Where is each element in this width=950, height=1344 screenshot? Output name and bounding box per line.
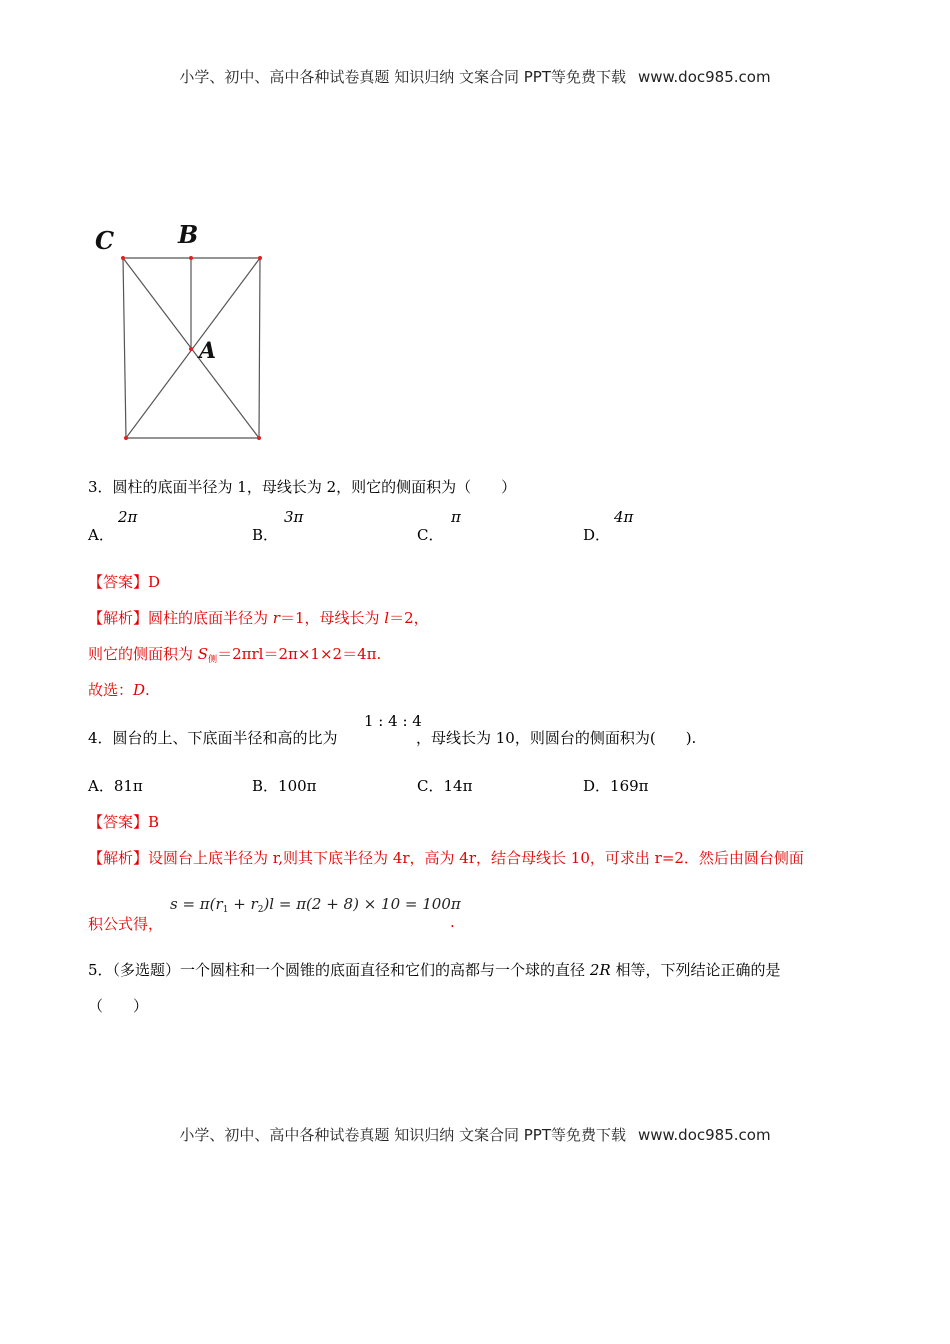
header-text: 小学、初中、高中各种试卷真题 知识归纳 文案合同 PPT等免费下载 <box>179 68 626 86</box>
q4-option-c-letter: C． <box>417 777 444 795</box>
q3-analysis-2-rest: ＝2πrl＝2π×1×2＝4π. <box>217 645 382 663</box>
q3-analysis-mid: ＝1，母线长为 <box>279 609 385 627</box>
q4-analysis-line-2: 积公式得， <box>88 915 164 933</box>
q5-var-2r: 2R <box>589 961 611 979</box>
q4-option-b <box>252 775 317 796</box>
point-a <box>189 347 193 351</box>
q3-sub-lateral: 侧 <box>208 655 218 665</box>
q3-conclusion-end: . <box>145 681 150 699</box>
header-url[interactable]: www.doc985.com <box>637 68 771 86</box>
q4-option-a <box>88 775 143 796</box>
q4-formula-sub-1: 1 <box>222 905 229 915</box>
q4-analysis-line-1: 【解析】设圆台上底半径为 r,则其下底半径为 4r，高为 4r，结合母线长 10，可求出 r=2．然后由圆台侧面 <box>88 849 804 867</box>
q4-answer: 【答案】B <box>88 813 160 831</box>
q4-option-d-letter: D． <box>583 777 611 795</box>
q4-ratio: 1 : 4 : 4 <box>364 712 422 730</box>
point-b <box>189 256 193 260</box>
q3-option-d-value: 4π <box>614 508 634 526</box>
q4-formula-end: . <box>450 913 455 931</box>
point-bottom-left <box>124 436 128 440</box>
footer-url[interactable]: www.doc985.com <box>637 1126 771 1144</box>
label-c: C <box>95 226 115 255</box>
q4-formula <box>170 895 461 915</box>
q4-option-a-letter: A． <box>88 777 114 795</box>
q3-analysis-line-2 <box>88 643 381 665</box>
point-top-right <box>258 256 262 260</box>
q4-formula-part-b: + r <box>228 895 258 913</box>
q3-conclusion-letter: D <box>133 681 146 699</box>
q5-stem-after: 相等，下列结论正确的是 <box>610 961 781 979</box>
footer-text: 小学、初中、高中各种试卷真题 知识归纳 文案合同 PPT等免费下载 <box>179 1126 626 1144</box>
q3-option-c-letter: C． <box>417 526 444 544</box>
q4-stem-before: 4．圆台的上、下底面半径和高的比为 <box>88 729 338 747</box>
point-c <box>121 256 125 260</box>
q3-analysis-end: ＝2， <box>389 609 429 627</box>
q4-option-d <box>583 775 649 796</box>
right-edge <box>259 258 260 438</box>
q3-var-r: r <box>272 609 280 627</box>
q4-option-a-value: 81π <box>113 777 143 795</box>
q3-answer: 【答案】D <box>88 573 161 591</box>
q3-conclusion <box>88 679 150 700</box>
q3-option-b-value: 3π <box>284 508 304 526</box>
q4-formula-part-a: s = π(r <box>170 895 223 913</box>
q3-option-b-letter: B． <box>252 526 279 544</box>
left-edge <box>123 258 126 438</box>
q4-option-c-value: 14π <box>443 777 473 795</box>
page-footer <box>0 1124 950 1145</box>
diagonal-d <box>126 258 260 438</box>
q4-formula-sub-2: 2 <box>257 905 264 915</box>
q4-option-d-value: 169π <box>610 777 649 795</box>
q3-analysis-prefix: 【解析】圆柱的底面半径为 <box>88 609 273 627</box>
q3-analysis-line-1 <box>88 607 429 628</box>
q3-option-c-value: π <box>451 508 461 526</box>
q3-analysis-2-prefix: 则它的侧面积为 <box>88 645 198 663</box>
q4-option-c <box>417 775 472 796</box>
label-b: B <box>178 220 199 249</box>
q5-stem-before: 5．（多选题）一个圆柱和一个圆锥的底面直径和它们的高都与一个球的直径 <box>88 961 590 979</box>
q5-stem-line-1 <box>88 959 780 980</box>
q3-conclusion-prefix: 故选： <box>88 681 134 699</box>
point-bottom-right <box>257 436 261 440</box>
page-header <box>0 66 950 87</box>
q4-stem-after: ，母线长为 10，则圆台的侧面积为( ). <box>416 729 697 747</box>
q3-option-d-letter: D． <box>583 526 611 544</box>
q3-option-a-letter: A． <box>88 526 114 544</box>
q3-var-s: S <box>197 645 209 663</box>
q4-formula-part-c: )l = π(2 + 8) × 10 = 100π <box>263 895 461 913</box>
q4-option-b-value: 100π <box>278 777 317 795</box>
q3-var-l: l <box>384 609 390 627</box>
q5-stem-line-2: （ ） <box>88 997 149 1015</box>
q3-stem: 3．圆柱的底面半径为 1，母线长为 2，则它的侧面积为（ ） <box>88 478 517 496</box>
q3-option-a-value: 2π <box>118 508 138 526</box>
q4-option-b-letter: B． <box>252 777 279 795</box>
rectangle-diagram <box>90 218 280 453</box>
label-a: A <box>199 338 217 364</box>
